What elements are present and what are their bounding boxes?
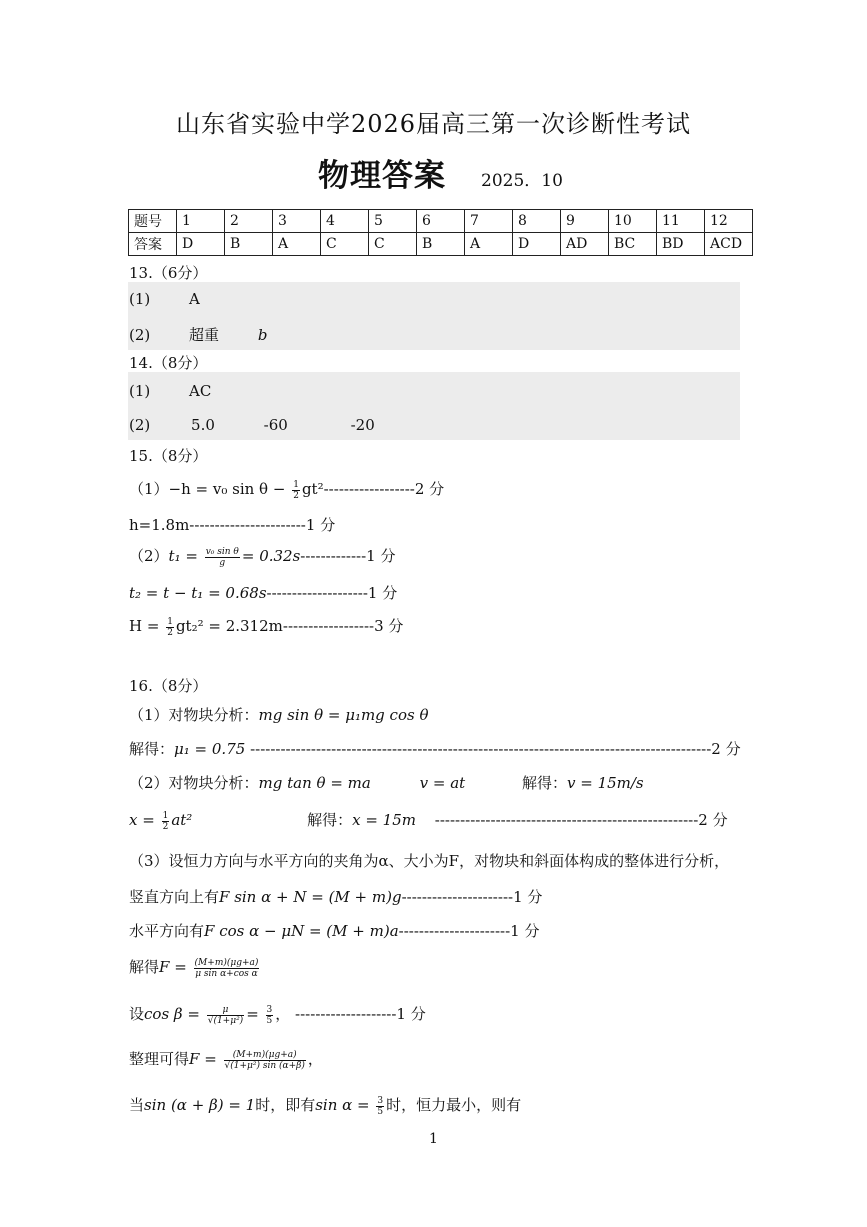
numerator: v₀ sin θ [205, 546, 239, 557]
equation: gt² [301, 480, 324, 498]
equation: gt₂² = 2.312m [175, 617, 283, 635]
table-cell-answer: B [417, 233, 465, 256]
exam-date: 2025．10 [481, 171, 563, 191]
equation: = [246, 1005, 259, 1023]
page-subtitle: 物理答案 [318, 158, 446, 194]
step-text: ， [307, 1050, 323, 1068]
equation: at² [171, 811, 193, 829]
score-marker: ----------------------1 分 [398, 922, 540, 940]
score-marker: -------------------------------------------------------------------------------------------2 分 [250, 740, 741, 758]
q15-line1 [129, 478, 444, 501]
q16-line1 [129, 704, 428, 725]
step-text: 整理可得 [129, 1050, 190, 1068]
fraction [224, 1050, 306, 1071]
denominator: √(1+μ²) sin (α+β) [224, 1060, 305, 1071]
denominator: 2 [167, 627, 173, 638]
score-marker: ， --------------------1 分 [275, 1005, 426, 1023]
q15-line2: h=1.8m-----------------------1 分 [129, 516, 336, 534]
q16-line10 [129, 1048, 323, 1071]
part-answer: -60 [263, 416, 288, 434]
equation: v = 15m/s [566, 774, 644, 792]
part-answer: 5.0 [191, 416, 215, 434]
table-row-label: 答案 [129, 233, 177, 256]
q15-line3 [129, 545, 396, 568]
equation: F sin α + N = (M + m)g [219, 888, 402, 906]
step-text: 解得： [521, 774, 567, 792]
table-cell-answer: BC [609, 233, 657, 256]
step-text: （1）对物块分析： [129, 706, 259, 724]
answer-table-number-row [129, 210, 753, 233]
equation: H = [129, 617, 160, 635]
table-cell-number: 6 [417, 210, 465, 233]
q16-heading: 16.（8分） [129, 677, 208, 695]
step-label: （1） [129, 480, 169, 498]
part-answer: 超重 [189, 326, 220, 344]
equation: v = at [419, 774, 466, 792]
exam-title: 山东省实验中学2026届高三第一次诊断性考试 [175, 110, 692, 138]
table-cell-number: 12 [705, 210, 753, 233]
table-cell-number: 9 [561, 210, 609, 233]
q16-line5: （3）设恒力方向与水平方向的夹角为α、大小为F，对物块和斜面体构成的整体进行分析， [129, 852, 730, 870]
table-cell-number: 10 [609, 210, 657, 233]
step-text: 时，恒力最小，则有 [386, 1096, 522, 1114]
step-text: 解得： [307, 811, 353, 829]
step-label: （2） [129, 547, 169, 565]
equation: mg tan θ = ma [258, 774, 371, 792]
numerator: 3 [377, 1095, 384, 1106]
table-cell-answer: AD [561, 233, 609, 256]
equation: sin α = [315, 1096, 370, 1114]
q16-line8 [129, 956, 261, 979]
table-cell-number: 2 [225, 210, 273, 233]
q16-line6 [129, 886, 542, 907]
denominator: 5 [266, 1015, 273, 1026]
q14-part2 [129, 416, 375, 434]
q15-heading: 15.（8分） [129, 447, 208, 465]
table-row-label: 题号 [129, 210, 177, 233]
numerator: (M+m)(μg+a) [224, 1050, 306, 1061]
score-marker: -------------1 分 [300, 547, 396, 565]
q16-line2 [129, 738, 741, 759]
part-label: (2) [129, 326, 151, 344]
q16-line11 [129, 1094, 521, 1117]
denominator: g [219, 557, 226, 568]
q13-part2 [129, 324, 267, 345]
part-label: (1) [129, 290, 151, 308]
step-text: 解得： [129, 740, 175, 758]
equation: F = [189, 1050, 217, 1068]
step-text: （2）对物块分析： [129, 774, 259, 792]
table-cell-number: 3 [273, 210, 321, 233]
fraction [376, 1096, 384, 1117]
equation: x = 15m [352, 811, 416, 829]
denominator: μ sin α+cos α [195, 968, 258, 979]
table-cell-answer: C [321, 233, 369, 256]
table-cell-number: 11 [657, 210, 705, 233]
equation: t₂ = t − t₁ = 0.68s [129, 584, 267, 602]
part-label: (1) [129, 382, 151, 400]
fraction [166, 617, 174, 638]
table-cell-answer: D [513, 233, 561, 256]
answer-table [128, 209, 753, 256]
equation: = 0.32s [241, 547, 301, 565]
answer-table-answer-row [129, 233, 753, 256]
q16-line3 [129, 772, 644, 793]
q16-line9 [129, 1003, 426, 1026]
part-label: (2) [129, 416, 151, 434]
equation: F = [159, 958, 187, 976]
fraction [207, 1005, 244, 1026]
table-cell-answer: BD [657, 233, 705, 256]
table-cell-answer: D [177, 233, 225, 256]
equation: −h = v₀ sin θ − [168, 480, 286, 498]
table-cell-number: 8 [513, 210, 561, 233]
numerator: 1 [167, 616, 173, 627]
q15-line4 [129, 582, 397, 603]
part-answer: -20 [350, 416, 375, 434]
page-number: 1 [429, 1131, 438, 1147]
fraction [194, 958, 260, 979]
numerator: 1 [293, 479, 299, 490]
part-answer: b [257, 326, 268, 344]
step-text: 时，即有 [255, 1096, 316, 1114]
score-marker: ------------------3 分 [282, 617, 404, 635]
q15-line5 [129, 615, 403, 638]
equation: t₁ = [168, 547, 198, 565]
denominator: 5 [377, 1106, 384, 1117]
numerator: (M+m)(μg+a) [194, 957, 259, 968]
denominator: 2 [162, 821, 169, 832]
fraction [162, 811, 170, 832]
table-cell-answer: ACD [705, 233, 753, 256]
part-answer: AC [189, 382, 212, 400]
score-marker: --------------------1 分 [266, 584, 398, 602]
table-cell-number: 4 [321, 210, 369, 233]
table-cell-answer: C [369, 233, 417, 256]
score-marker: ----------------------1 分 [401, 888, 543, 906]
step-text: 设 [129, 1005, 145, 1023]
denominator: 2 [293, 490, 299, 501]
step-text: 竖直方向上有 [129, 888, 220, 906]
part-answer: A [189, 290, 200, 308]
step-text: 当 [129, 1096, 145, 1114]
table-cell-number: 7 [465, 210, 513, 233]
q13-heading: 13.（6分） [129, 264, 208, 282]
equation: x = [129, 811, 155, 829]
table-cell-answer: A [273, 233, 321, 256]
step-text: 解得 [129, 958, 160, 976]
fraction [292, 480, 300, 501]
denominator: √(1+μ²) [207, 1015, 244, 1026]
q16-line7 [129, 920, 539, 941]
numerator: 3 [266, 1004, 273, 1015]
table-cell-answer: A [465, 233, 513, 256]
step-text: 水平方向有 [129, 922, 205, 940]
table-cell-number: 5 [369, 210, 417, 233]
score-marker: ----------------------------------------------------2 分 [434, 811, 728, 829]
numerator: μ [207, 1005, 244, 1016]
numerator: 1 [162, 810, 169, 821]
table-cell-answer: B [225, 233, 273, 256]
equation: μ₁ = 0.75 [174, 740, 246, 758]
q16-line4 [129, 809, 728, 832]
equation: cos β = [144, 1005, 200, 1023]
q13-part1 [129, 290, 200, 308]
fraction [205, 547, 240, 568]
q14-part1 [129, 382, 211, 400]
equation: F cos α − μN = (M + m)a [204, 922, 399, 940]
score-marker: ------------------2 分 [323, 480, 445, 498]
equation: mg sin θ = μ₁mg cos θ [258, 706, 429, 724]
q14-heading: 14.（8分） [129, 354, 208, 372]
equation: sin (α + β) = 1 [144, 1096, 256, 1114]
fraction [266, 1005, 274, 1026]
table-cell-number: 1 [177, 210, 225, 233]
